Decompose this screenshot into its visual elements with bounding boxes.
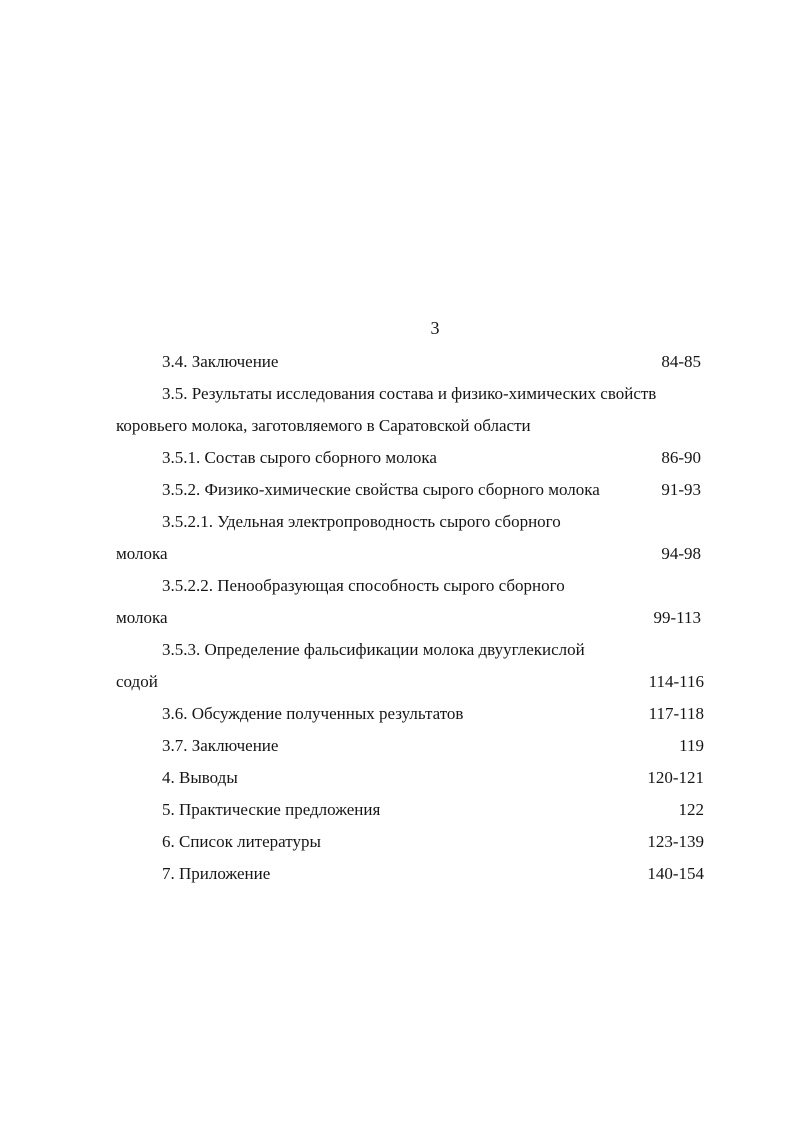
toc-entry-title-continued: молока	[116, 544, 168, 563]
toc-entry-title: 5. Практические предложения	[162, 800, 381, 819]
toc-entry-page: 114-116	[648, 672, 704, 691]
toc-entry-3-5-2-1-continued	[116, 538, 716, 570]
page-number: 3	[430, 318, 440, 338]
toc-entry-3-5-2-1	[116, 506, 716, 538]
toc-entry-title: 3.5.2. Физико-химические свойства сырого сборного молока	[162, 480, 600, 499]
toc-entry-page: 94-98	[661, 544, 701, 563]
toc-entry-page: 120-121	[647, 768, 704, 787]
toc-entry-page: 84-85	[661, 352, 701, 371]
toc-entry-title: 3.4. Заключение	[162, 352, 279, 371]
toc-entry-page: 91-93	[661, 480, 701, 499]
toc-entry-title-continued: коровьего молока, заготовляемого в Саратовской области	[116, 416, 531, 435]
toc-entry-3-4	[116, 346, 716, 378]
toc-entry-3-5-2-2-continued	[116, 602, 716, 634]
toc-entry-6	[116, 826, 716, 858]
toc-entry-5	[116, 794, 716, 826]
toc-entry-4	[116, 762, 716, 794]
toc-entry-page: 123-139	[647, 832, 704, 851]
toc-entry-3-5-3-continued	[116, 666, 716, 698]
toc-entry-3-7	[116, 730, 716, 762]
toc-entry-title: 3.5. Результаты исследования состава и физико-химических свойств	[162, 384, 657, 403]
toc-entry-title: 3.7. Заключение	[162, 736, 279, 755]
toc-entry-3-5-2-2	[116, 570, 716, 602]
toc-entry-title: 3.6. Обсуждение полученных результатов	[162, 704, 464, 723]
toc-entry-7	[116, 858, 716, 890]
toc-entry-title: 3.5.2.1. Удельная электропроводность сырого сборного	[162, 512, 561, 531]
toc-entry-3-5-continued	[116, 410, 716, 442]
toc-entry-page: 117-118	[648, 704, 704, 723]
toc-entry-page: 99-113	[653, 608, 701, 627]
toc-entry-title: 4. Выводы	[162, 768, 238, 787]
toc-entry-3-5-2	[116, 474, 716, 506]
toc-entry-title: 6. Список литературы	[162, 832, 321, 851]
toc-entry-title: 7. Приложение	[162, 864, 271, 883]
toc-entry-3-5-3	[116, 634, 716, 666]
toc-entry-page: 140-154	[647, 864, 704, 883]
toc-entry-title-continued: молока	[116, 608, 168, 627]
toc-entry-3-5-1	[116, 442, 716, 474]
toc-entry-page: 119	[679, 736, 704, 755]
toc-entry-title: 3.5.1. Состав сырого сборного молока	[162, 448, 437, 467]
toc-entry-page: 86-90	[661, 448, 701, 467]
toc-entry-title: 3.5.2.2. Пенообразующая способность сырого сборного	[162, 576, 565, 595]
toc-entry-3-6	[116, 698, 716, 730]
toc-entry-title-continued: содой	[116, 672, 158, 691]
toc-entry-3-5	[116, 378, 716, 410]
toc-entry-page: 122	[678, 800, 704, 819]
toc-entry-title: 3.5.3. Определение фальсификации молока двууглекислой	[162, 640, 585, 659]
table-of-contents	[116, 346, 716, 890]
